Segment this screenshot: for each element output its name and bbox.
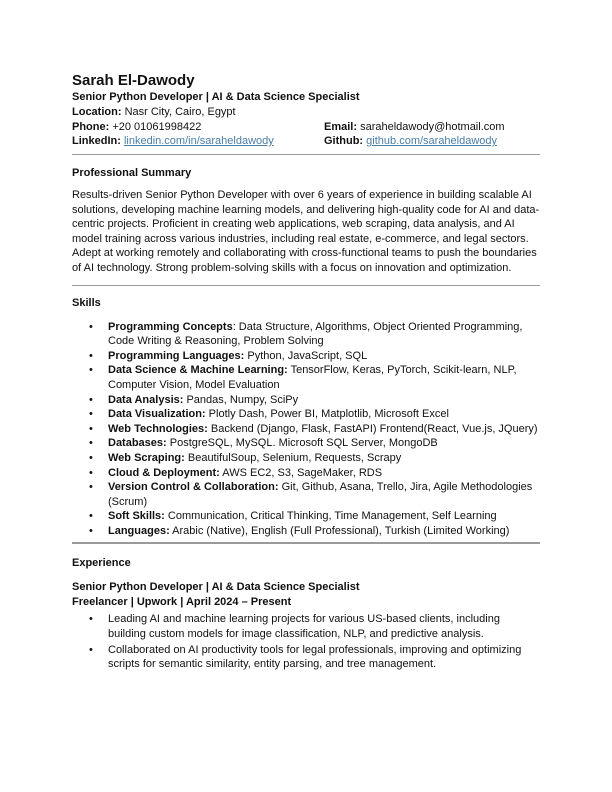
resume-content [72,72,540,673]
skill-item [89,466,540,481]
skill-item [89,407,540,422]
phone-label: Phone: [72,121,110,133]
job-bullets [72,612,540,671]
bullet-icon: • [89,510,93,523]
location-value: Nasr City, Cairo, Egypt [124,106,236,118]
skill-label: Data Analysis: [108,393,184,406]
skill-label: Data Visualization: [108,408,206,421]
bullet-icon: • [89,613,93,626]
skill-label: Soft Skills: [108,510,165,523]
skill-value: BeautifulSoup, Selenium, Requests, Scrapy [184,451,402,464]
linkedin-line [72,134,324,148]
skill-label: Web Scraping: [108,451,185,464]
skill-item [89,524,540,539]
email-line [324,120,540,134]
skill-value: Git, Github, Asana, Trello, Jira, Agile Methodologies (Scrum) [108,481,533,508]
divider [72,285,540,286]
skill-value: Backend (Django, Flask, FastAPI) Frontend(React, Vue.js, JQuery) [207,422,538,435]
location-line [72,105,540,120]
bullet-icon: • [89,524,93,537]
bullet-icon: • [89,437,93,450]
email-value: saraheldawody@hotmail.com [360,121,505,133]
skill-item [89,393,540,408]
bullet-icon: • [89,349,93,362]
skill-label: Cloud & Deployment: [108,466,220,479]
job-bullet-text: Collaborated on AI productivity tools for legal professionals, improving and optimizing scripts for semantic similarity, entity parsing, and tree management. [108,643,522,671]
job-entry [72,580,540,671]
skill-item [89,422,540,437]
skills-list [72,320,540,539]
experience-jobs [72,580,540,671]
skill-label: Languages: [108,524,170,537]
github-line [324,134,540,148]
skill-label: Data Science & Machine Learning: [108,364,288,377]
job-bullet [89,643,540,672]
candidate-title: Senior Python Developer | AI & Data Science Specialist [72,91,360,103]
skill-value: AWS EC2, S3, SageMaker, RDS [219,466,383,479]
skill-item [89,480,540,509]
candidate-name: Sarah El-Dawody [72,72,195,89]
bullet-icon: • [89,451,93,464]
job-bullet [89,612,540,641]
job-role: Senior Python Developer | AI & Data Science Specialist [72,581,360,594]
phone-value: +20 01061998422 [112,121,202,133]
skill-value: PostgreSQL, MySQL. Microsoft SQL Server, MongoDB [166,437,438,450]
email-label: Email: [324,121,358,133]
skill-item [89,509,540,524]
summary-text: Results-driven Senior Python Developer with over 6 years of experience in building scalable AI solutions, developing machine learning models, and delivering high-quality code for AI and data-centric projects. Proficient in creating web applications, web scraping, data analysis, and AI model training across various industries, including real estate, e-commerce, and legal sectors. Adept at working remotely and collaborating with cross-functional teams to push the boundaries of AI technology. Strong problem-solving skills with a focus on innovation and optimization. [72,189,540,274]
bullet-icon: • [89,393,93,406]
experience-heading: Experience [72,557,131,570]
skills-section [72,296,540,539]
skill-label: Programming Concepts [108,320,233,333]
experience-section [72,556,540,671]
bullet-icon: • [89,320,93,333]
summary-heading: Professional Summary [72,167,192,179]
bullet-icon: • [89,408,93,421]
skill-value: Plotly Dash, Power BI, Matplotlib, Microsoft Excel [205,408,449,421]
skill-value: TensorFlow, Keras, PyTorch, Scikit-learn, NLP, Computer Vision, Model Evaluation [108,364,517,391]
bullet-icon: • [89,466,93,479]
skills-heading: Skills [72,296,101,309]
linkedin-label: LinkedIn: [72,135,121,147]
bullet-icon: • [89,643,93,656]
github-link[interactable]: github.com/saraheldawody [366,135,498,147]
bullet-icon: • [89,364,93,377]
skill-value: Python, JavaScript, SQL [244,349,368,362]
job-bullet-text: Leading AI and machine learning projects for various US-based clients, including building custom models for image classification, NLP, and predictive analysis. [108,613,500,641]
skill-value: Arabic (Native), English (Full Professional), Turkish (Limited Working) [169,524,510,537]
skill-item [89,363,540,392]
github-label: Github: [324,135,364,147]
skill-label: Version Control & Collaboration: [108,481,279,494]
summary-section [72,166,540,276]
skill-item [89,451,540,466]
contact-row-2 [72,134,540,148]
bullet-icon: • [89,481,93,494]
skill-label: Web Technologies: [108,422,208,435]
linkedin-link[interactable]: linkedin.com/in/saraheldawody [123,135,274,147]
divider [72,154,540,155]
skill-label: Databases: [108,437,167,450]
skill-value: Pandas, Numpy, SciPy [183,393,299,406]
contact-row-1 [72,120,540,134]
skill-item [89,349,540,364]
divider [72,542,540,544]
location-label: Location: [72,106,122,118]
skill-value: Communication, Critical Thinking, Time Management, Self Learning [164,510,497,523]
skill-item [89,436,540,451]
resume-header [72,72,540,148]
job-meta: Freelancer | Upwork | April 2024 – Present [72,596,292,609]
phone-line [72,120,324,134]
skill-value: : Data Structure, Algorithms, Object Oriented Programming, Code Writing & Reasoning, Problem Solving [108,320,523,348]
skill-label: Programming Languages: [108,349,245,362]
bullet-icon: • [89,422,93,435]
skill-item [89,320,540,349]
